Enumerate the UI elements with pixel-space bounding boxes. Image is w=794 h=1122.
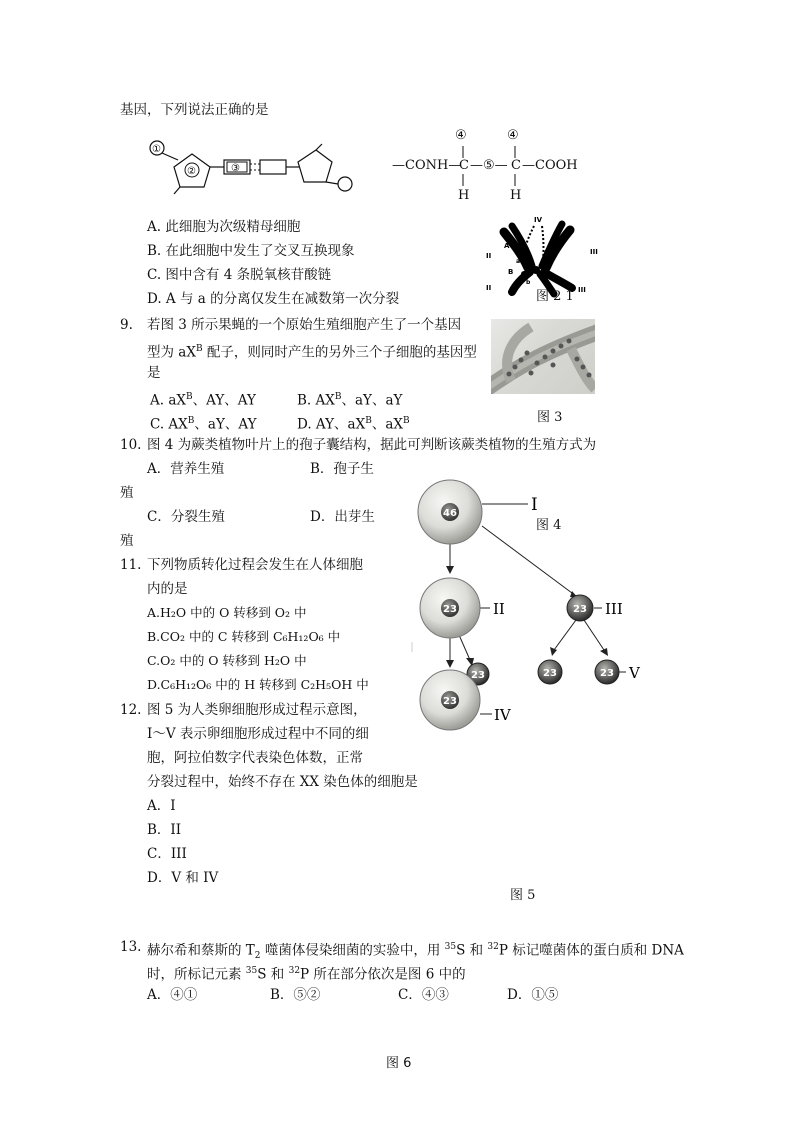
q12-option-b: B．II [147, 822, 182, 838]
cell-v-1-count: 23 [543, 668, 557, 679]
q12-line-3: 胞，阿拉伯数字代表染色体数，正常 [147, 750, 363, 766]
q9-option-c: C. $AX^B$、aY、AY [150, 416, 257, 433]
q11-option-a: A.H₂O 中的 O 转移到 O₂ 中 [147, 605, 307, 620]
polar-body-count: 23 [471, 670, 485, 681]
q8-stem-tail: 基因，下列说法正确的是 [120, 102, 269, 118]
figure-4-label: 图 4 [536, 518, 562, 533]
figure-3-label: 图 3 [537, 410, 563, 425]
q11-line-1: 下列物质转化过程会发生在人体细胞 [147, 557, 363, 573]
peptide-h2: H [510, 188, 522, 203]
q12-line-1: 图 5 为人类卵细胞形成过程示意图， [147, 702, 367, 718]
cell-v-2-count: 23 [600, 668, 614, 679]
chrom-label-iii-a: III [590, 248, 598, 256]
q9-number: 9. [120, 317, 133, 333]
q9-option-b: B. $AX^B$、aY、aY [297, 392, 403, 409]
q11-number: 11. [120, 557, 142, 573]
label-i: I [531, 495, 538, 515]
label-2: ② [187, 166, 196, 177]
cell-ii-count: 23 [443, 604, 457, 615]
figure-6-label: 图 6 [386, 1056, 412, 1071]
q11-option-b: B.CO₂ 中的 C 转移到 C₆H₁₂O₆ 中 [147, 629, 341, 644]
q13-line-1: 赫尔希和蔡斯的 $T_2$ 噬菌体侵染细菌的实验中，用 $^{35}$S 和 $^{32}$P 标记噬菌体的蛋白质和 DNA [147, 942, 684, 962]
q13-option-d: D．①⑤ [507, 987, 559, 1003]
phosphate-partner-circle [338, 177, 352, 191]
chrom-label-ii-a: II [486, 252, 492, 260]
q11-line-2: 内的是 [147, 581, 188, 597]
q8-option-b: B. 在此细胞中发生了交叉互换现象 [147, 243, 355, 259]
q8-option-a: A. 此细胞为次级精母细胞 [147, 219, 301, 235]
q10-option-d-wrap: 殖 [120, 533, 134, 549]
q13-option-b: B．⑤② [270, 987, 321, 1003]
q11-option-c: C.O₂ 中的 O 转移到 H₂O 中 [147, 653, 307, 668]
q13-number: 13. [120, 939, 142, 955]
cell-iii-count: 23 [573, 604, 587, 615]
peptide-top-2: ④ [507, 128, 519, 143]
peptide-right: —COOH [522, 158, 578, 173]
q10-stem: 图 4 为蕨类植物叶片上的孢子囊结构，据此可判断该蕨类植物的生殖方式为 [147, 437, 597, 453]
label-iii: III [605, 600, 623, 618]
peptide-h1: H [458, 188, 470, 203]
q9-line-2: 型为 $aX^B$ 配子，则同时产生的另外三个子细胞的基因型 [147, 344, 477, 361]
figure-5-label: 图 5 [510, 888, 536, 903]
peptide-left: —CONH— [392, 158, 462, 173]
q8-option-c: C. 图中含有 4 条脱氧核苷酸链 [147, 267, 332, 283]
q12-number: 12. [120, 702, 142, 718]
q13-line-2: 时，所标记元素 $^{35}$S 和 $^{32}$P 所在部分依次是图 6 中的 [147, 966, 466, 983]
q10-option-b-wrap: 殖 [120, 485, 134, 501]
peptide-top-1: ④ [455, 128, 467, 143]
q10-number: 10. [120, 437, 142, 453]
sugar-partner-pentagon [298, 150, 332, 182]
label-v: V [629, 664, 640, 682]
chrom-label-iii-b: III [578, 286, 586, 294]
q9-option-a: A. $aX^B$、AY、AY [150, 392, 256, 409]
q9-line-3: 是 [147, 365, 161, 381]
q9-line-1: 若图 3 所示果蝇的一个原始生殖细胞产生了一个基因 [147, 317, 462, 333]
cell-i-count: 46 [443, 508, 457, 519]
label-3: ③ [231, 163, 240, 174]
q12-line-4: 分裂过程中，始终不存在 XX 染色体的细胞是 [147, 774, 418, 790]
q13-option-a: A．④① [147, 987, 198, 1003]
cell-iv-count: 23 [443, 696, 457, 707]
chrom-label-ii-b: II [486, 284, 492, 292]
chrom-label-b: b [526, 279, 531, 286]
figure-2-label: 图 2 1 [536, 289, 574, 304]
chrom-label-A: A [504, 242, 510, 250]
chrom-label-iv: IV [534, 216, 543, 224]
peptide-mid: —⑤— [470, 158, 508, 173]
base-partner-box [260, 160, 286, 174]
q10-option-a: A．营养生殖 [147, 461, 225, 477]
q12-option-a: A．I [147, 798, 176, 814]
q13-option-c: C．④③ [398, 987, 449, 1003]
oogenesis-figure [400, 470, 660, 750]
q9-option-d: D. AY、$aX^B$、$aX^B$ [297, 416, 410, 433]
q10-option-c: C．分裂生殖 [147, 509, 225, 525]
label-ii: II [493, 600, 505, 618]
peptide-c2: C [511, 158, 521, 173]
q12-option-c: C．III [147, 846, 187, 862]
q10-option-d: D．出芽生 [310, 509, 375, 525]
chrom-label-B: B [508, 268, 514, 276]
nucleotide-diagram [140, 132, 365, 207]
q12-option-d: D．V 和 IV [147, 870, 219, 886]
q12-line-2: I～V 表示卵细胞形成过程中不同的细 [147, 726, 369, 742]
q11-option-d: D.C₆H₁₂O₆ 中的 H 转移到 C₂H₅OH 中 [147, 677, 369, 692]
peptide-c1: C [459, 158, 469, 173]
chrom-label-a: a [516, 258, 521, 265]
label-1: ① [152, 144, 161, 155]
q10-option-b: B．孢子生 [310, 461, 374, 477]
q8-option-d: D. A 与 a 的分离仅发生在减数第一次分裂 [147, 291, 400, 307]
label-iv: IV [494, 706, 511, 724]
fern-sporangia-photo [491, 319, 595, 394]
